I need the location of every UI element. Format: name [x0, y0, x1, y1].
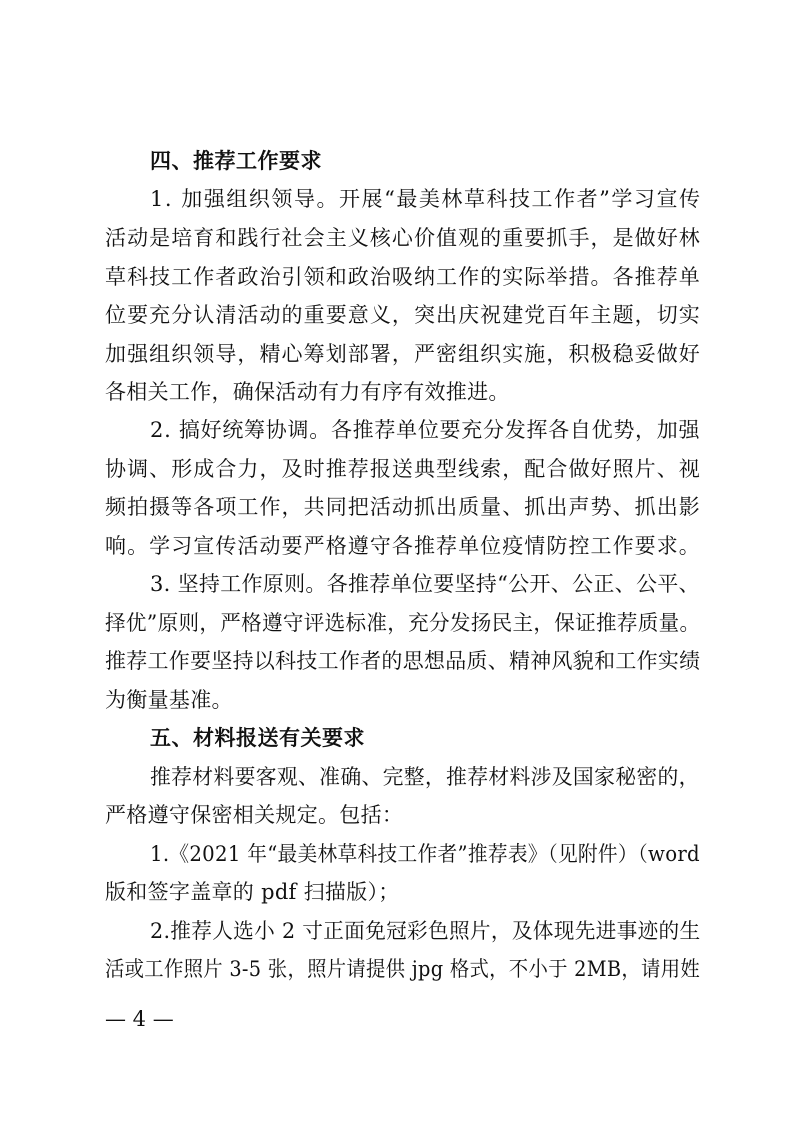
paragraph-line: 为衡量基准。: [105, 688, 233, 712]
paragraph-line: 协调、形成合力，及时推荐报送典型线索，配合做好照片、视: [105, 457, 701, 481]
paragraph-line: 活或工作照片 3-5 张，照片请提供 jpg 格式，不小于 2MB，请用姓: [105, 957, 700, 981]
paragraph-line: 2.推荐人选小 2 寸正面免冠彩色照片，及体现先进事迹的生: [150, 919, 701, 943]
paragraph-line: 各相关工作，确保活动有力有序有效推进。: [105, 380, 510, 404]
paragraph-line: 择优”原则，严格遵守评选标准，充分发扬民主，保证推荐质量。: [105, 611, 701, 635]
paragraph-line: 频拍摄等各项工作，共同把活动抓出质量、抓出声势、抓出影: [105, 495, 701, 519]
paragraph-line: 严格遵守保密相关规定。包括：: [105, 803, 404, 827]
paragraph-line: 响。学习宣传活动要严格遵守各推荐单位疫情防控工作要求。: [105, 534, 701, 558]
paragraph-line: 2. 搞好统筹协调。各推荐单位要充分发挥各自优势，加强: [150, 418, 701, 442]
paragraph-line: 位要充分认清活动的重要意义，突出庆祝建党百年主题，切实: [105, 303, 701, 327]
section-heading-5: 五、材料报送有关要求: [150, 726, 365, 750]
paragraph-line: 3. 坚持工作原则。各推荐单位要坚持“公开、公正、公平、: [150, 572, 700, 596]
paragraph-line: 草科技工作者政治引领和政治吸纳工作的实际举措。各推荐单: [105, 265, 701, 289]
paragraph-line: 版和签字盖章的 pdf 扫描版）；: [105, 880, 400, 904]
paragraph-line: 1. 加强组织领导。开展“最美林草科技工作者”学习宣传: [150, 187, 702, 211]
paragraph-line: 1.《2021 年“最美林草科技工作者”推荐表》（见附件）（word: [150, 842, 700, 866]
paragraph-line: 推荐工作要坚持以科技工作者的思想品质、精神风貌和工作实绩: [105, 649, 701, 673]
section-heading-4: 四、推荐工作要求: [150, 149, 322, 173]
page-number: — 4 —: [105, 1007, 174, 1031]
paragraph-line: 推荐材料要客观、准确、完整，推荐材料涉及国家秘密的，: [150, 765, 700, 789]
paragraph-line: 加强组织领导，精心筹划部署，严密组织实施，积极稳妥做好: [105, 342, 701, 366]
paragraph-line: 活动是培育和践行社会主义核心价值观的重要抓手，是做好林: [105, 226, 701, 250]
